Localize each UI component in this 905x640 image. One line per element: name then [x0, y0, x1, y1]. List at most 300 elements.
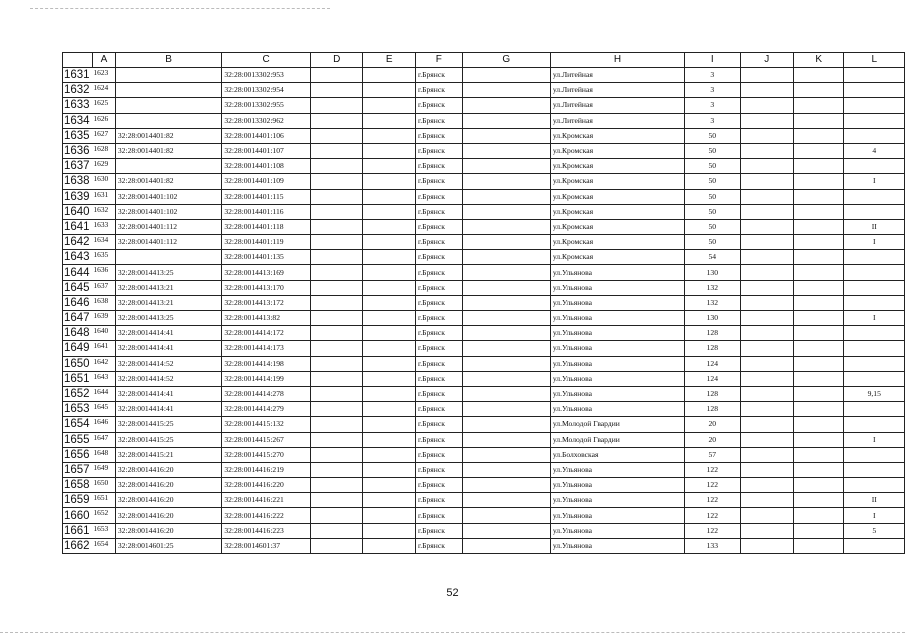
cell-J	[740, 538, 793, 553]
cell-E	[363, 371, 415, 386]
cell-G	[462, 417, 550, 432]
cell-D	[311, 417, 363, 432]
cell-F: г.Брянск	[415, 523, 462, 538]
cell-A: 1626	[92, 113, 115, 128]
cell-G	[462, 493, 550, 508]
cell-I: 3	[685, 83, 740, 98]
cell-E	[363, 219, 415, 234]
cell-C: 32:28:0014416:220	[222, 478, 311, 493]
cell-I: 130	[685, 311, 740, 326]
cell-K	[793, 326, 843, 341]
cell-C: 32:28:0014414:173	[222, 341, 311, 356]
cell-I: 124	[685, 356, 740, 371]
cell-H: ул.Кромская	[550, 174, 684, 189]
table-row	[63, 478, 905, 493]
cell-I: 50	[685, 204, 740, 219]
cell-A: 1639	[92, 311, 115, 326]
cell-B: 32:28:0014414:52	[115, 356, 221, 371]
cell-C: 32:28:0014401:108	[222, 159, 311, 174]
cell-G	[462, 219, 550, 234]
column-header-G: G	[462, 53, 550, 68]
cell-A: 1623	[92, 68, 115, 83]
page-number: 52	[446, 587, 459, 599]
cell-A: 1653	[92, 523, 115, 538]
table-row	[63, 341, 905, 356]
cell-C: 32:28:0014414:199	[222, 371, 311, 386]
cell-B: 32:28:0014415:21	[115, 447, 221, 462]
cell-D	[311, 265, 363, 280]
cell-J	[740, 432, 793, 447]
column-header-A: A	[92, 53, 115, 68]
cell-J	[740, 98, 793, 113]
cell-E	[363, 508, 415, 523]
cell-K	[793, 143, 843, 158]
cell-D	[311, 159, 363, 174]
column-header-E: E	[363, 53, 415, 68]
cell-J	[740, 478, 793, 493]
cell-B: 32:28:0014414:41	[115, 386, 221, 401]
cell-G	[462, 326, 550, 341]
cell-J	[740, 523, 793, 538]
cell-D	[311, 386, 363, 401]
cell-K	[793, 265, 843, 280]
scan-artifact-line	[0, 632, 905, 633]
cell-H: ул.Ульянова	[550, 311, 684, 326]
cell-H: ул.Кромская	[550, 189, 684, 204]
cell-C: 32:28:0014415:132	[222, 417, 311, 432]
cell-G	[462, 189, 550, 204]
table-row	[63, 68, 905, 83]
cell-L	[844, 189, 905, 204]
cell-L	[844, 326, 905, 341]
cell-C: 32:28:0014414:198	[222, 356, 311, 371]
cell-G	[462, 295, 550, 310]
cell-F: г.Брянск	[415, 204, 462, 219]
row-number: 1645	[63, 280, 93, 295]
cell-D	[311, 68, 363, 83]
cell-L: 9,15	[844, 386, 905, 401]
cell-H: ул.Ульянова	[550, 326, 684, 341]
cell-A: 1636	[92, 265, 115, 280]
cell-I: 54	[685, 250, 740, 265]
cell-H: ул.Ульянова	[550, 402, 684, 417]
cell-B	[115, 98, 221, 113]
cell-K	[793, 174, 843, 189]
cell-F: г.Брянск	[415, 250, 462, 265]
cell-G	[462, 402, 550, 417]
cell-A: 1630	[92, 174, 115, 189]
cell-L: II	[844, 493, 905, 508]
cell-G	[462, 204, 550, 219]
cell-E	[363, 68, 415, 83]
cell-E	[363, 174, 415, 189]
row-number: 1647	[63, 311, 93, 326]
cell-J	[740, 386, 793, 401]
cell-G	[462, 508, 550, 523]
cell-H: ул.Молодой Гвардии	[550, 432, 684, 447]
cell-K	[793, 235, 843, 250]
row-number: 1649	[63, 341, 93, 356]
table-row	[63, 128, 905, 143]
table-row	[63, 113, 905, 128]
cell-B	[115, 250, 221, 265]
column-header-H: H	[550, 53, 684, 68]
table-row	[63, 326, 905, 341]
cell-G	[462, 83, 550, 98]
table-row	[63, 447, 905, 462]
cell-H: ул.Ульянова	[550, 265, 684, 280]
cell-K	[793, 432, 843, 447]
table-row	[63, 189, 905, 204]
cell-L	[844, 250, 905, 265]
cell-F: г.Брянск	[415, 83, 462, 98]
cell-K	[793, 113, 843, 128]
cell-J	[740, 493, 793, 508]
cell-B: 32:28:0014416:20	[115, 508, 221, 523]
cell-F: г.Брянск	[415, 68, 462, 83]
row-number: 1646	[63, 295, 93, 310]
cell-C: 32:28:0014415:267	[222, 432, 311, 447]
cell-D	[311, 462, 363, 477]
cell-I: 122	[685, 462, 740, 477]
cell-B: 32:28:0014413:21	[115, 295, 221, 310]
cell-J	[740, 311, 793, 326]
cell-B: 32:28:0014401:112	[115, 235, 221, 250]
cell-D	[311, 295, 363, 310]
cell-D	[311, 432, 363, 447]
table-row	[63, 462, 905, 477]
cell-J	[740, 235, 793, 250]
cell-J	[740, 265, 793, 280]
cell-E	[363, 265, 415, 280]
cell-C: 32:28:0014413:172	[222, 295, 311, 310]
cell-L: I	[844, 311, 905, 326]
cell-L	[844, 68, 905, 83]
cell-C: 32:28:0014416:219	[222, 462, 311, 477]
cell-D	[311, 523, 363, 538]
row-number: 1651	[63, 371, 93, 386]
cell-F: г.Брянск	[415, 159, 462, 174]
cell-J	[740, 402, 793, 417]
table-row	[63, 159, 905, 174]
cell-E	[363, 204, 415, 219]
cell-H: ул.Ульянова	[550, 508, 684, 523]
cell-C: 32:28:0014416:221	[222, 493, 311, 508]
cell-C: 32:28:0013302:955	[222, 98, 311, 113]
cell-L	[844, 159, 905, 174]
cell-I: 132	[685, 295, 740, 310]
cell-D	[311, 143, 363, 158]
row-number: 1643	[63, 250, 93, 265]
cell-D	[311, 356, 363, 371]
cell-H: ул.Болховская	[550, 447, 684, 462]
cell-L: I	[844, 508, 905, 523]
row-number: 1659	[63, 493, 93, 508]
table-row	[63, 219, 905, 234]
cell-C: 32:28:0013302:954	[222, 83, 311, 98]
row-number: 1638	[63, 174, 93, 189]
cell-E	[363, 159, 415, 174]
cell-L: I	[844, 235, 905, 250]
cell-B: 32:28:0014416:20	[115, 478, 221, 493]
cell-F: г.Брянск	[415, 311, 462, 326]
cell-G	[462, 478, 550, 493]
cell-H: ул.Ульянова	[550, 523, 684, 538]
cell-B: 32:28:0014413:25	[115, 311, 221, 326]
row-number: 1636	[63, 143, 93, 158]
table-row	[63, 98, 905, 113]
cell-D	[311, 128, 363, 143]
cell-D	[311, 538, 363, 553]
cell-E	[363, 235, 415, 250]
cell-B: 32:28:0014414:41	[115, 326, 221, 341]
cell-C: 32:28:0014401:135	[222, 250, 311, 265]
cell-D	[311, 493, 363, 508]
column-header-I: I	[685, 53, 740, 68]
table-row	[63, 538, 905, 553]
cell-J	[740, 68, 793, 83]
cell-A: 1648	[92, 447, 115, 462]
cell-I: 50	[685, 143, 740, 158]
cell-I: 128	[685, 326, 740, 341]
table-row	[63, 356, 905, 371]
cell-G	[462, 386, 550, 401]
column-header-J: J	[740, 53, 793, 68]
cell-D	[311, 402, 363, 417]
cell-J	[740, 174, 793, 189]
cell-L	[844, 113, 905, 128]
cell-I: 50	[685, 128, 740, 143]
cell-E	[363, 462, 415, 477]
cell-G	[462, 68, 550, 83]
cell-L	[844, 402, 905, 417]
cell-J	[740, 326, 793, 341]
cell-C: 32:28:0014401:109	[222, 174, 311, 189]
cell-C: 32:28:0014416:222	[222, 508, 311, 523]
cell-F: г.Брянск	[415, 265, 462, 280]
cell-K	[793, 386, 843, 401]
row-number: 1661	[63, 523, 93, 538]
row-number: 1654	[63, 417, 93, 432]
cell-L	[844, 128, 905, 143]
cell-L	[844, 356, 905, 371]
cell-J	[740, 371, 793, 386]
cell-L: 4	[844, 143, 905, 158]
cell-F: г.Брянск	[415, 386, 462, 401]
cell-A: 1628	[92, 143, 115, 158]
cell-E	[363, 356, 415, 371]
cell-F: г.Брянск	[415, 219, 462, 234]
cell-F: г.Брянск	[415, 189, 462, 204]
cell-B: 32:28:0014415:25	[115, 417, 221, 432]
cell-I: 3	[685, 98, 740, 113]
table-row	[63, 280, 905, 295]
table-row	[63, 174, 905, 189]
row-number: 1635	[63, 128, 93, 143]
cell-B	[115, 83, 221, 98]
cell-B: 32:28:0014401:102	[115, 189, 221, 204]
table-body	[63, 68, 905, 554]
table-row	[63, 386, 905, 401]
cell-E	[363, 295, 415, 310]
cell-F: г.Брянск	[415, 128, 462, 143]
cell-C: 32:28:0014401:115	[222, 189, 311, 204]
cell-L: I	[844, 174, 905, 189]
row-number: 1656	[63, 447, 93, 462]
row-number: 1648	[63, 326, 93, 341]
cell-I: 3	[685, 113, 740, 128]
table-row	[63, 204, 905, 219]
cell-G	[462, 341, 550, 356]
cell-G	[462, 235, 550, 250]
cell-D	[311, 189, 363, 204]
cell-K	[793, 371, 843, 386]
cell-A: 1650	[92, 478, 115, 493]
cell-I: 57	[685, 447, 740, 462]
cell-D	[311, 83, 363, 98]
table-row	[63, 508, 905, 523]
cell-I: 133	[685, 538, 740, 553]
cell-B: 32:28:0014414:41	[115, 341, 221, 356]
table-row	[63, 265, 905, 280]
cell-H: ул.Литейная	[550, 113, 684, 128]
row-number: 1660	[63, 508, 93, 523]
cell-D	[311, 219, 363, 234]
cell-K	[793, 447, 843, 462]
cell-I: 128	[685, 386, 740, 401]
cell-J	[740, 280, 793, 295]
cell-I: 50	[685, 159, 740, 174]
cell-F: г.Брянск	[415, 417, 462, 432]
cell-D	[311, 478, 363, 493]
row-number: 1657	[63, 462, 93, 477]
row-number: 1639	[63, 189, 93, 204]
cell-A: 1631	[92, 189, 115, 204]
cell-C: 32:28:0014414:279	[222, 402, 311, 417]
cell-J	[740, 508, 793, 523]
cell-D	[311, 326, 363, 341]
cell-F: г.Брянск	[415, 295, 462, 310]
cell-B: 32:28:0014401:82	[115, 174, 221, 189]
cell-G	[462, 371, 550, 386]
cell-G	[462, 98, 550, 113]
cell-E	[363, 113, 415, 128]
cell-C: 32:28:0014413:169	[222, 265, 311, 280]
row-number: 1642	[63, 235, 93, 250]
cell-I: 122	[685, 493, 740, 508]
cell-F: г.Брянск	[415, 447, 462, 462]
cell-L: II	[844, 219, 905, 234]
cell-J	[740, 417, 793, 432]
cell-F: г.Брянск	[415, 493, 462, 508]
cell-F: г.Брянск	[415, 508, 462, 523]
cell-B	[115, 159, 221, 174]
cell-J	[740, 189, 793, 204]
cell-G	[462, 113, 550, 128]
row-number: 1658	[63, 478, 93, 493]
cell-C: 32:28:0014401:119	[222, 235, 311, 250]
cell-H: ул.Литейная	[550, 98, 684, 113]
cell-G	[462, 159, 550, 174]
cell-L	[844, 371, 905, 386]
cell-L	[844, 83, 905, 98]
cell-A: 1624	[92, 83, 115, 98]
cell-K	[793, 538, 843, 553]
cell-C: 32:28:0014601:37	[222, 538, 311, 553]
cell-E	[363, 478, 415, 493]
cell-H: ул.Ульянова	[550, 478, 684, 493]
table-row	[63, 402, 905, 417]
cell-F: г.Брянск	[415, 402, 462, 417]
column-header-C: C	[222, 53, 311, 68]
cell-D	[311, 341, 363, 356]
cell-C: 32:28:0014415:270	[222, 447, 311, 462]
cell-A: 1627	[92, 128, 115, 143]
cell-J	[740, 295, 793, 310]
cell-J	[740, 356, 793, 371]
table-row	[63, 523, 905, 538]
cell-J	[740, 83, 793, 98]
cell-A: 1644	[92, 386, 115, 401]
cell-K	[793, 189, 843, 204]
cell-H: ул.Литейная	[550, 83, 684, 98]
cell-E	[363, 402, 415, 417]
cell-B: 32:28:0014401:82	[115, 128, 221, 143]
cell-I: 128	[685, 341, 740, 356]
cell-B: 32:28:0014415:25	[115, 432, 221, 447]
row-number: 1662	[63, 538, 93, 553]
cell-D	[311, 174, 363, 189]
cell-I: 3	[685, 68, 740, 83]
cell-G	[462, 311, 550, 326]
cell-A: 1643	[92, 371, 115, 386]
cell-D	[311, 447, 363, 462]
row-number: 1650	[63, 356, 93, 371]
cell-A: 1634	[92, 235, 115, 250]
cell-H: ул.Ульянова	[550, 371, 684, 386]
cell-J	[740, 159, 793, 174]
cell-E	[363, 280, 415, 295]
row-number: 1640	[63, 204, 93, 219]
cell-L: I	[844, 432, 905, 447]
cell-B: 32:28:0014413:21	[115, 280, 221, 295]
cell-L	[844, 417, 905, 432]
cell-G	[462, 356, 550, 371]
row-number: 1633	[63, 98, 93, 113]
table-row	[63, 311, 905, 326]
cell-J	[740, 447, 793, 462]
cell-G	[462, 538, 550, 553]
cell-I: 124	[685, 371, 740, 386]
cell-C: 32:28:0014401:118	[222, 219, 311, 234]
cell-B: 32:28:0014414:41	[115, 402, 221, 417]
cell-I: 128	[685, 402, 740, 417]
cell-K	[793, 83, 843, 98]
cell-E	[363, 98, 415, 113]
cell-C: 32:28:0014413:82	[222, 311, 311, 326]
cell-G	[462, 523, 550, 538]
cell-B: 32:28:0014416:20	[115, 462, 221, 477]
cell-A: 1654	[92, 538, 115, 553]
cell-F: г.Брянск	[415, 280, 462, 295]
cell-K	[793, 219, 843, 234]
cell-H: ул.Ульянова	[550, 386, 684, 401]
cell-F: г.Брянск	[415, 538, 462, 553]
cell-L	[844, 265, 905, 280]
corner-cell	[63, 53, 93, 68]
table-row	[63, 250, 905, 265]
table-row	[63, 235, 905, 250]
